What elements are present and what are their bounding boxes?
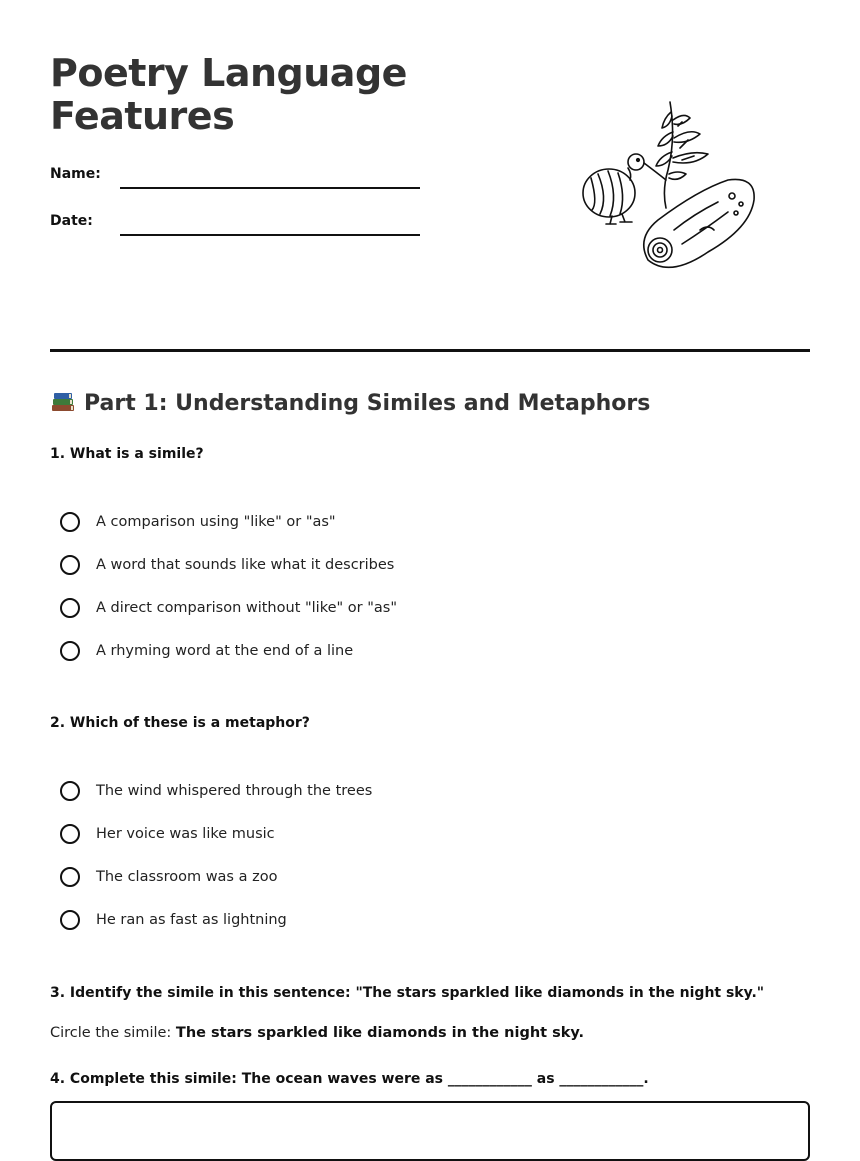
q2-option-1[interactable] bbox=[60, 779, 372, 803]
section-divider bbox=[50, 349, 810, 352]
q1-option-1[interactable] bbox=[60, 510, 336, 534]
title-line-2: Features bbox=[50, 94, 235, 138]
option-label: Her voice was like music bbox=[96, 826, 275, 842]
kiwi-bird-icon bbox=[583, 154, 666, 224]
q2-option-3[interactable] bbox=[60, 865, 277, 889]
worksheet-title bbox=[50, 52, 407, 138]
kiwi-fern-illustration bbox=[578, 98, 760, 284]
date-label: Date: bbox=[50, 213, 93, 229]
option-label: The classroom was a zoo bbox=[96, 869, 278, 885]
option-label: He ran as fast as lightning bbox=[96, 912, 287, 928]
q2-option-2[interactable] bbox=[60, 822, 275, 846]
q3-sentence: The stars sparkled like diamonds in the night sky. bbox=[175, 1025, 585, 1041]
date-field[interactable] bbox=[120, 234, 420, 236]
radio-button[interactable] bbox=[60, 781, 80, 801]
radio-button[interactable] bbox=[60, 910, 80, 930]
part1-heading bbox=[50, 388, 650, 416]
question-3: 3. Identify the simile in this sentence: "The stars sparkled like diamonds in the night sky." bbox=[50, 985, 765, 1001]
radio-button[interactable] bbox=[60, 867, 80, 887]
q3-instruction bbox=[50, 1025, 584, 1041]
option-label: A comparison using "like" or "as" bbox=[96, 514, 336, 530]
radio-button[interactable] bbox=[60, 555, 80, 575]
q1-option-4[interactable] bbox=[60, 639, 353, 663]
q1-option-3[interactable] bbox=[60, 596, 397, 620]
question-4: 4. Complete this simile: The ocean waves were as ____________ as ____________. bbox=[50, 1071, 649, 1087]
q3-instruction-text: Circle the simile: bbox=[50, 1025, 176, 1041]
radio-button[interactable] bbox=[60, 598, 80, 618]
option-label: A direct comparison without "like" or "as" bbox=[96, 600, 398, 616]
name-field[interactable] bbox=[120, 187, 420, 189]
q4-answer-input[interactable] bbox=[50, 1101, 810, 1161]
books-icon bbox=[50, 388, 76, 414]
q1-option-2[interactable] bbox=[60, 553, 394, 577]
title-line-1: Poetry Language bbox=[50, 51, 407, 95]
radio-button[interactable] bbox=[60, 512, 80, 532]
part1-heading-text: Part 1: Understanding Similes and Metaphors bbox=[84, 391, 651, 416]
pounamu-icon bbox=[644, 179, 754, 267]
question-1: 1. What is a simile? bbox=[50, 446, 204, 462]
q2-option-4[interactable] bbox=[60, 908, 287, 932]
name-label: Name: bbox=[50, 166, 101, 182]
radio-button[interactable] bbox=[60, 824, 80, 844]
option-label: A word that sounds like what it describes bbox=[96, 557, 395, 573]
radio-button[interactable] bbox=[60, 641, 80, 661]
option-label: A rhyming word at the end of a line bbox=[96, 643, 354, 659]
question-2: 2. Which of these is a metaphor? bbox=[50, 715, 310, 731]
option-label: The wind whispered through the trees bbox=[96, 783, 373, 799]
